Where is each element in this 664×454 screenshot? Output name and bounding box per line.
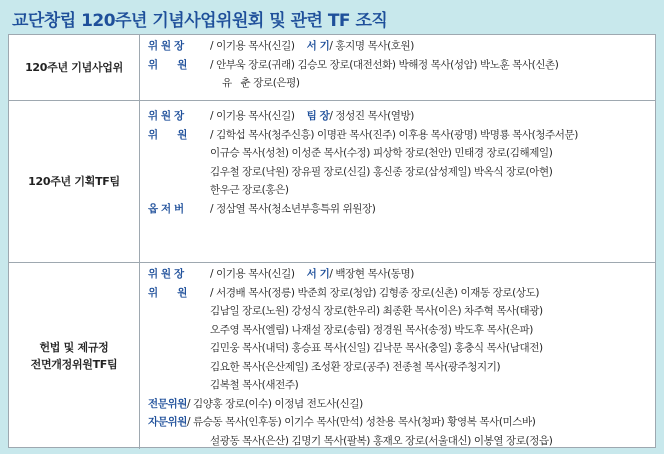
member-line	[140, 200, 653, 219]
member-text: 이규승 목사(성천) 이성준 목사(수정) 피상학 장로(천안) 민태경 장로(김해제일)	[210, 147, 553, 159]
page-title: 교단창립 120주년 기념사업위원회 및 관련 TF 조직	[12, 11, 388, 31]
member-line	[140, 432, 653, 451]
member-line	[140, 376, 653, 395]
member-line	[140, 321, 653, 340]
row-content	[140, 265, 653, 450]
row-label-text: 헌법 및 제규정	[39, 341, 109, 354]
role-label: 서 기	[306, 268, 330, 280]
member-text: 김복철 목사(새전주)	[210, 379, 299, 391]
member-line	[140, 339, 653, 358]
member-text: / 김학섭 목사(청주신흥) 이명관 목사(진주) 이후용 목사(광명) 박명룡 목사(청주서문)	[210, 128, 578, 141]
member-text: 김민웅 목사(내덕) 홍승표 목사(신일) 김낙문 목사(충일) 홍충식 목사(남대전)	[210, 342, 543, 354]
member-line	[140, 395, 653, 414]
row-label	[9, 101, 140, 262]
role-label: 위 원 장	[148, 110, 184, 122]
member-line	[140, 265, 653, 284]
committee-table	[8, 34, 656, 448]
role-label: 위 원	[148, 128, 188, 141]
role-label: 서 기	[306, 40, 330, 52]
row-content	[140, 37, 653, 93]
member-line	[140, 74, 653, 93]
committee-row-constitution	[9, 262, 655, 449]
member-text: / 김양홍 장로(이수) 이정념 전도사(신길)	[186, 397, 363, 410]
member-text: 한우근 장로(홍은)	[210, 184, 289, 196]
member-line	[140, 284, 653, 303]
member-text: / 서경배 목사(정릉) 박준희 장로(청암) 김형종 장로(신촌) 이재동 장로(상도)	[210, 286, 540, 299]
member-text: 김남일 장로(노원) 강성식 장로(한우리) 최종환 목사(이은) 차주혁 목사(태광)	[210, 305, 543, 317]
member-text: 유 춘 장로(은평)	[222, 77, 300, 89]
role-label: 자문위원	[148, 416, 187, 428]
member-line	[140, 181, 653, 200]
committee-row-anniversary	[9, 35, 655, 100]
role-label: 위 원	[148, 58, 188, 71]
member-text: / 이기용 목사(신길)	[210, 40, 295, 52]
member-text: / 홍지명 목사(호원)	[329, 40, 414, 52]
member-text: / 백장현 목사(동명)	[329, 268, 414, 280]
role-label: 위 원	[148, 286, 188, 299]
role-label: 팀 장	[306, 110, 330, 122]
row-content	[140, 107, 653, 218]
row-label-text: 120주년 기획TF팀	[28, 175, 120, 188]
member-line	[140, 37, 653, 56]
member-line	[140, 413, 653, 432]
member-line	[140, 358, 653, 377]
member-line	[140, 163, 653, 182]
member-text: / 정삼열 목사(청소년부흥특위 위원장)	[210, 202, 376, 215]
row-label	[9, 263, 140, 449]
row-label-text: 전면개정위원TF팀	[30, 358, 118, 371]
member-text: 김우철 장로(낙원) 장유필 장로(신길) 홍신종 장로(삼성제일) 박옥식 장로(아현)	[210, 165, 553, 178]
member-text: 설광동 목사(은산) 김명기 목사(팔복) 홍재오 장로(서울대신) 이봉열 장로(정읍)	[210, 434, 553, 447]
member-text: / 정성진 목사(열방)	[329, 110, 414, 122]
member-line	[140, 144, 653, 163]
row-label-text: 120주년 기념사업위	[25, 61, 123, 74]
member-text: 김요한 목사(은산제일) 조성환 장로(공주) 전종철 목사(광주청지기)	[210, 360, 501, 373]
member-text: / 안부욱 장로(귀래) 김승모 장로(대전선화) 박해정 목사(성암) 박노훈 목사(신촌)	[210, 58, 559, 71]
member-text: 오주영 목사(엘림) 나재설 장로(송림) 정경원 목사(송정) 박도후 목사(은파)	[210, 323, 533, 336]
member-line	[140, 302, 653, 321]
committee-row-planning	[9, 100, 655, 262]
role-label: 위 원 장	[148, 40, 184, 52]
member-line	[140, 107, 653, 126]
member-text: / 이기용 목사(신길)	[210, 268, 295, 280]
role-label: 옵 저 버	[148, 202, 184, 215]
row-label	[9, 35, 140, 100]
member-line	[140, 126, 653, 145]
role-label: 전문위원	[148, 397, 187, 410]
member-text: / 류승동 목사(인후동) 이기수 목사(만석) 성찬용 목사(청파) 황영복 목사(미스바)	[186, 416, 536, 428]
role-label: 위 원 장	[148, 268, 184, 280]
member-text: / 이기용 목사(신길)	[210, 110, 295, 122]
member-line	[140, 56, 653, 75]
